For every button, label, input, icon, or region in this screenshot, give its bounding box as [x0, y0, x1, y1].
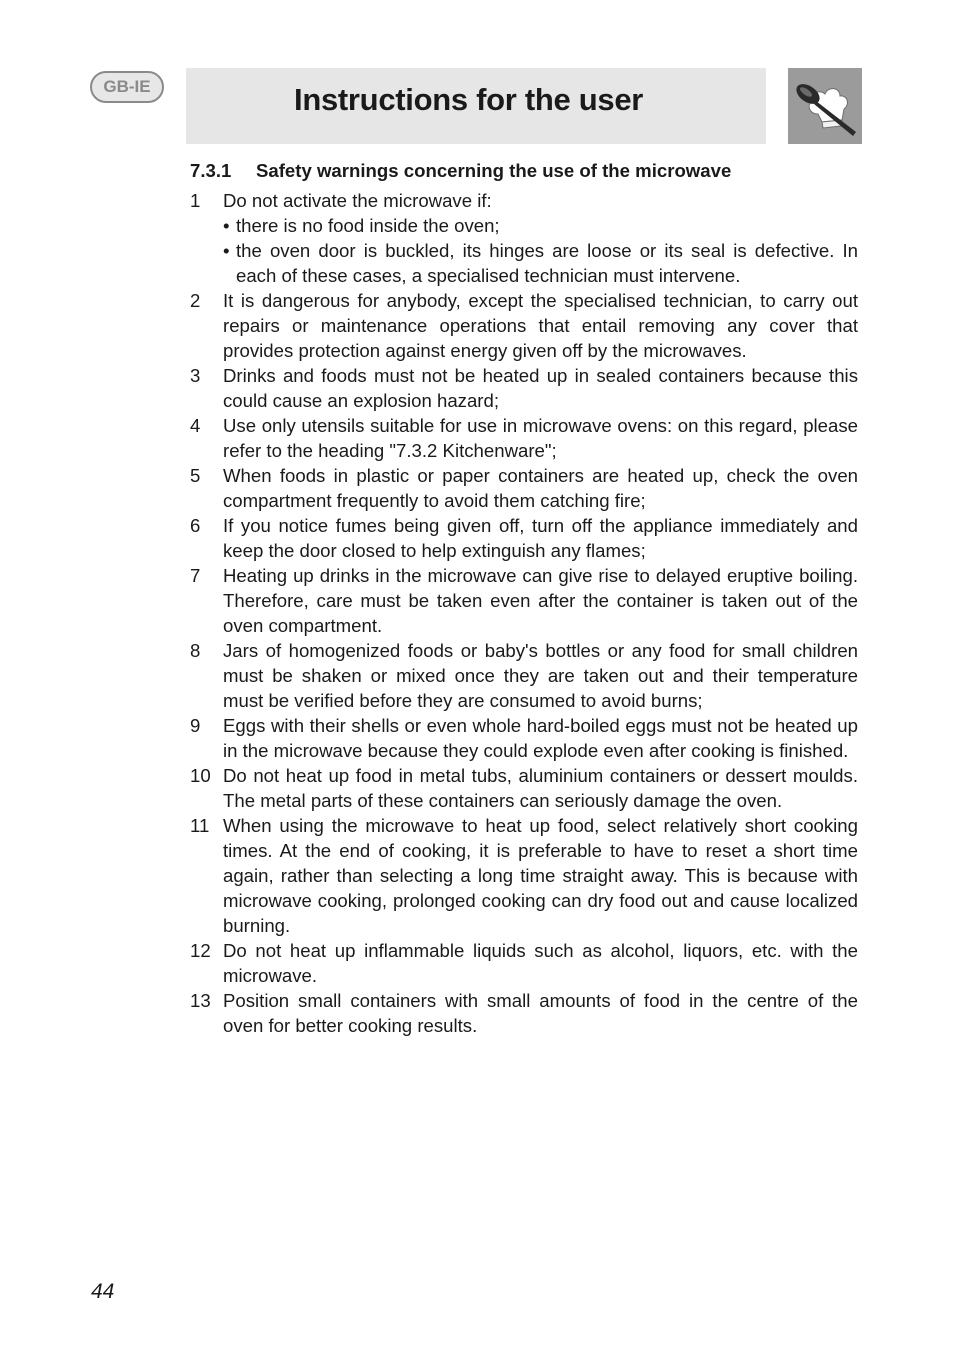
item-text: When using the microwave to heat up food, select relatively short cooking times. At the end of cooking, it is preferable to have to reset a short time again, rather than selecting a long time straight away. This is because with microwave cooking, prolonged cooking can dry food out and cause localized burning. — [223, 815, 858, 936]
item-text: It is dangerous for anybody, except the specialised technician, to carry out repairs or maintenance operations that entail removing any cover that provides protection against energy given off by the microwaves. — [223, 290, 858, 361]
item-text: Eggs with their shells or even whole hard-boiled eggs must not be heated up in the microwave because they could explode even after cooking is finished. — [223, 715, 858, 761]
item-number: 9 — [190, 715, 201, 736]
item-body — [223, 463, 858, 513]
item-text: When foods in plastic or paper containers are heated up, check the oven compartment frequently to avoid them catching fire; — [223, 465, 858, 511]
item-text: Do not activate the microwave if: — [223, 190, 492, 211]
bullet-item — [223, 213, 858, 238]
section-number: 7.3.1 — [190, 160, 232, 181]
list-item — [190, 188, 858, 288]
bullet-text: there is no food inside the oven; — [236, 215, 500, 236]
item-text: Position small containers with small amounts of food in the centre of the oven for better cooking results. — [223, 990, 858, 1036]
item-body — [223, 363, 858, 413]
page-number: 44 — [91, 1280, 115, 1303]
item-text: Drinks and foods must not be heated up in sealed containers because this could cause an explosion hazard; — [223, 365, 858, 411]
list-item — [190, 988, 858, 1038]
item-text: Use only utensils suitable for use in microwave ovens: on this regard, please refer to the heading "7.3.2 Kitchenware"; — [223, 415, 858, 461]
document-body — [190, 158, 858, 1038]
item-body — [223, 513, 858, 563]
item-body — [223, 413, 858, 463]
item-number: 11 — [190, 815, 210, 836]
item-number: 7 — [190, 565, 201, 586]
list-item — [190, 938, 858, 988]
header-bar — [186, 68, 766, 144]
item-number: 12 — [190, 940, 211, 961]
item-body — [223, 288, 858, 363]
list-item — [190, 463, 858, 513]
list-item — [190, 288, 858, 363]
item-number: 3 — [190, 365, 201, 386]
language-badge: GB-IE — [90, 71, 164, 103]
item-body — [223, 763, 858, 813]
list-item — [190, 363, 858, 413]
item-number: 1 — [190, 190, 201, 211]
list-item — [190, 563, 858, 638]
item-number: 5 — [190, 465, 201, 486]
item-text: Do not heat up inflammable liquids such as alcohol, liquors, etc. with the microwave. — [223, 940, 858, 986]
list-item — [190, 763, 858, 813]
item-body — [223, 813, 858, 938]
bullet-icon: • — [223, 215, 230, 236]
item-number: 4 — [190, 415, 201, 436]
item-number: 13 — [190, 990, 211, 1011]
item-body — [223, 563, 858, 638]
bullet-icon: • — [223, 240, 230, 261]
item-number: 6 — [190, 515, 201, 536]
item-text: Heating up drinks in the microwave can give rise to delayed eruptive boiling. Therefore, care must be taken even after the container is taken out of the oven compartment. — [223, 565, 858, 636]
list-item — [190, 638, 858, 713]
bullet-text: the oven door is buckled, its hinges are loose or its seal is defective. In each of these cases, a specialised technician must intervene. — [236, 240, 858, 286]
item-body — [223, 713, 858, 763]
item-text: If you notice fumes being given off, turn off the appliance immediately and keep the door closed to help extinguish any flames; — [223, 515, 858, 561]
item-text: Do not heat up food in metal tubs, aluminium containers or dessert moulds. The metal parts of these containers can seriously damage the oven. — [223, 765, 858, 811]
item-text: Jars of homogenized foods or baby's bottles or any food for small children must be shaken or mixed once they are taken out and their temperature must be verified before they are consumed to avoid burns; — [223, 640, 858, 711]
section-title: Safety warnings concerning the use of the microwave — [256, 160, 732, 181]
item-body — [223, 188, 858, 288]
item-number: 8 — [190, 640, 201, 661]
page-title: Instructions for the user — [294, 82, 644, 117]
warning-list — [190, 188, 858, 1038]
list-item — [190, 513, 858, 563]
item-body — [223, 938, 858, 988]
list-item — [190, 813, 858, 938]
item-body — [223, 988, 858, 1038]
item-number: 2 — [190, 290, 201, 311]
list-item — [190, 713, 858, 763]
bullet-item — [223, 238, 858, 288]
spoon-chef-hat-icon — [788, 68, 862, 144]
spoon-chef-hat-svg — [788, 68, 862, 144]
item-body — [223, 638, 858, 713]
item-number: 10 — [190, 765, 211, 786]
section-heading — [190, 158, 858, 183]
list-item — [190, 413, 858, 463]
